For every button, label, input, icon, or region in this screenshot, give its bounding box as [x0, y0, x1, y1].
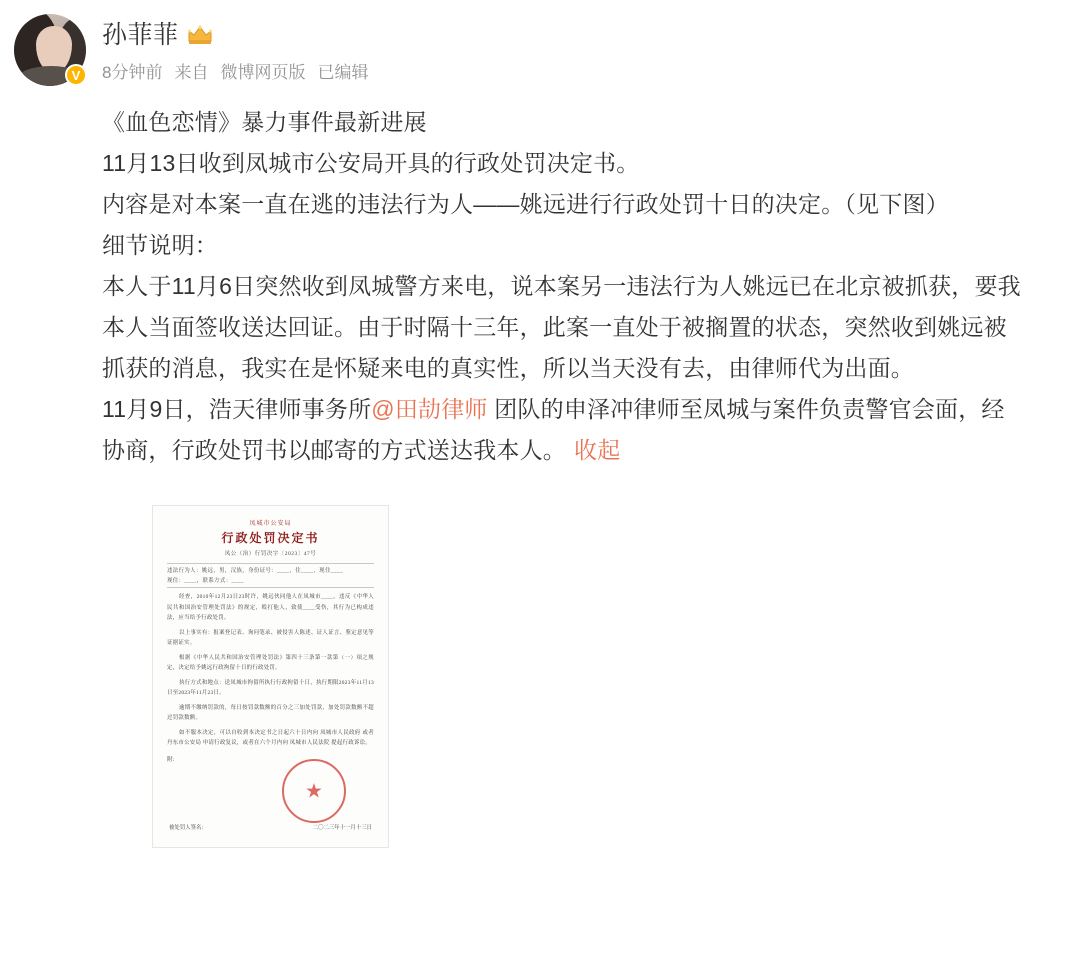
content-line-2: 11月13日收到凤城市公安局开具的行政处罚决定书。 — [102, 150, 640, 176]
document-date: 二〇二三年十一月十三日 — [312, 825, 372, 831]
avatar[interactable] — [14, 14, 86, 86]
post-media — [152, 505, 1052, 848]
mention-link[interactable]: @田劼律师 — [371, 396, 488, 422]
content-line-5: 本人于11月6日突然收到凤城警方来电，说本案另一违法行为人姚远已在北京被抓获，要我本人当面签收送达回证。由于时隔十三年，此案一直处于被搁置的状态，突然收到姚远被抓获的消息，我实在是怀疑来电的真实性，所以当天没有去，由律师代为出面。 — [102, 273, 1021, 381]
document-org: 凤城市公安局 — [249, 521, 292, 527]
content-line-4: 细节说明： — [102, 232, 218, 258]
document-number: 凤公（治）行罚决字〔2023〕47号 — [224, 551, 317, 557]
document-divider-1 — [167, 563, 374, 564]
content-line-3: 内容是对本案一直在逃的违法行为人——姚远进行行政处罚十日的决定。（见下图） — [102, 191, 949, 217]
verified-badge-icon[interactable]: V — [65, 64, 87, 86]
post-meta — [102, 61, 368, 85]
post-header — [14, 14, 1052, 86]
document-field-person: 违法行为人：姚远，男，汉族，身份证号：____，住____，现住____ — [167, 568, 344, 574]
official-seal-icon — [282, 759, 346, 823]
post-header-info — [102, 14, 368, 85]
post-source-prefix: 来自 — [174, 63, 209, 82]
content-line-6 — [102, 389, 1027, 471]
collapse-button[interactable]: 收起 — [574, 437, 621, 463]
document-title: 行政处罚决定书 — [221, 531, 320, 545]
post-edited-flag: 已编辑 — [317, 63, 369, 82]
user-name[interactable]: 孙菲菲 — [102, 21, 179, 49]
document-paragraph-6: 如不服本决定，可以自收到本决定书之日起六十日内向 凤城市人民政府 或者 丹东市公安局 申请行政复议，或者在六个月内向 凤城市人民法院 提起行政诉讼。 — [167, 729, 374, 746]
document-paragraph-1: 经查，2010年12月23日23时许，姚远伙同他人在凤城市____，违反《中华人民共和国治安管理处罚法》的规定，殴打他人，致使____受伤，其行为已构成违法，应当给予行政处罚。 — [167, 594, 374, 621]
post-content — [102, 102, 1027, 471]
document-attachment-label: 附： — [167, 756, 178, 763]
document-paragraph-5: 逾期不缴纳罚款的，每日按罚款数额的百分之三加处罚款，加处罚款数额不超过罚款数额。 — [167, 704, 374, 721]
attached-document-image[interactable] — [152, 505, 389, 848]
document-signature-label: 被处罚人签名： — [169, 825, 207, 831]
document-signature-row — [169, 823, 372, 831]
document-divider-2 — [167, 587, 374, 588]
document-field-address: 现住：____，联系方式：____ — [167, 578, 244, 584]
document-paragraph-3: 根据《中华人民共和国治安管理处罚法》第四十三条第一款第（一）项之规定，决定给予姚远行政拘留十日的行政处罚。 — [167, 654, 374, 671]
document-paragraph-4: 执行方式和地点：送凤城市拘留所执行行政拘留十日，执行期限2023年11月13日至2023年11月23日。 — [167, 679, 374, 696]
crown-icon — [187, 24, 213, 46]
post-source[interactable]: 微博网页版 — [220, 63, 306, 82]
document-paragraph-2: 以上事实有：报案登记表、询问笔录、被侵害人陈述、证人证言、鉴定意见等证据证实。 — [167, 629, 374, 646]
content-line-6-part-b: 团队的申泽冲律师至凤城与案件负责警官会面，经协商，行政处罚书以邮寄的方式送达我本人。 — [102, 396, 1005, 463]
post-time: 8分钟前 — [102, 63, 163, 82]
user-name-row — [102, 18, 368, 52]
content-line-6-part-a: 11月9日，浩天律师事务所 — [102, 396, 372, 422]
content-line-1: 《血色恋情》暴力事件最新进展 — [102, 109, 427, 135]
